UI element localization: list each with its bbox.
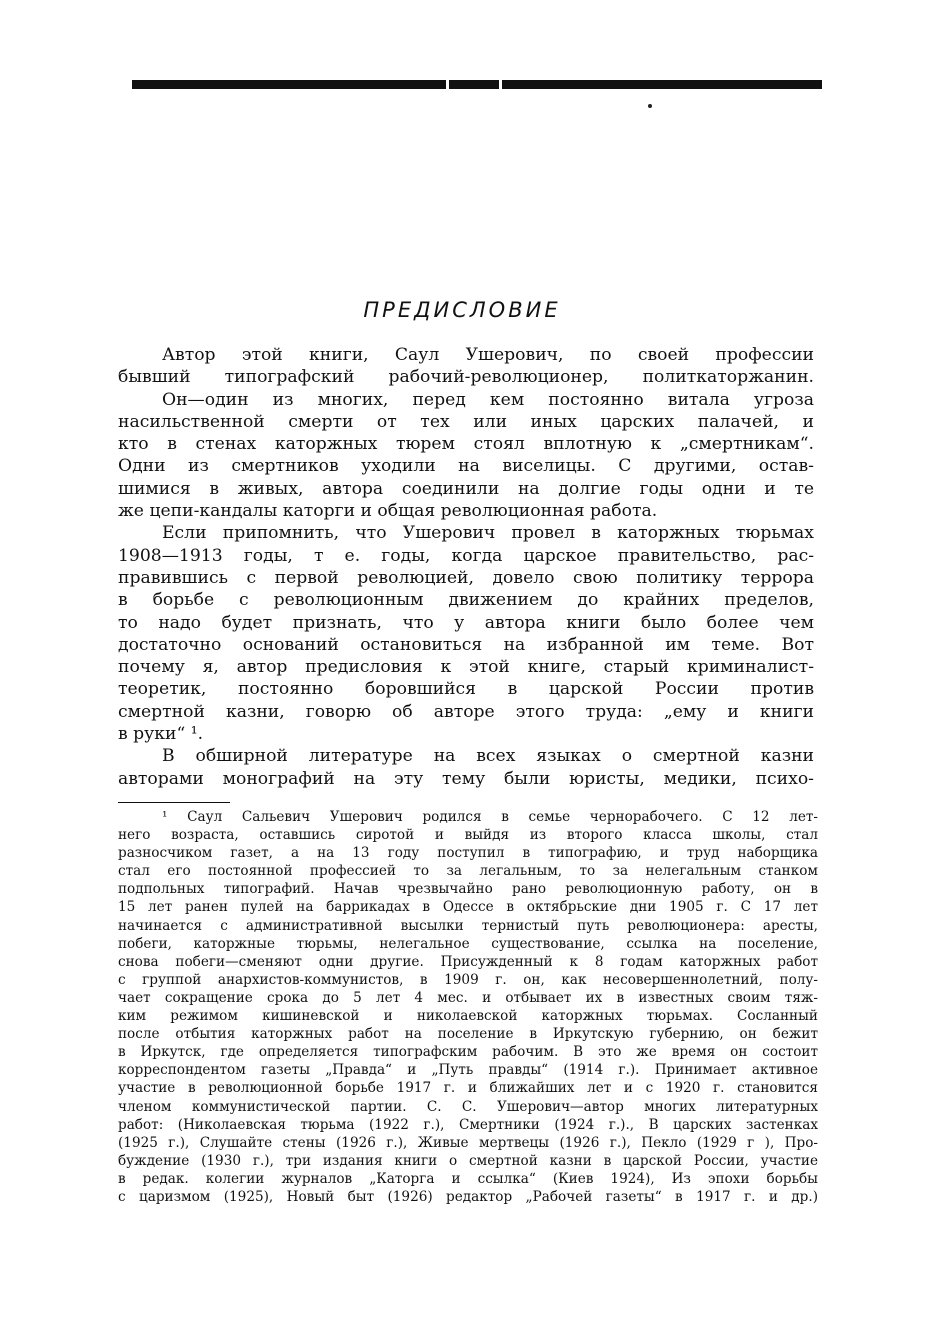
rule-gap <box>499 80 502 89</box>
footnote-line: корреспондентом газеты „Правда“ и „Путь правды“ (1914 г.). Принимает активное <box>118 1062 818 1079</box>
footnote-line: разносчиком газет, а на 13 году поступил в типографию, и труд наборщика <box>118 845 818 862</box>
text-line: В обширной литературе на всех языках о смертной казни <box>162 746 814 767</box>
text-line: насильственной смерти от тех или иных царских палачей, и <box>118 411 814 432</box>
rule-gap <box>446 80 449 89</box>
footnote-line: ким режимом кишиневской и николаевской каторжных тюрьмах. Сосланный <box>118 1008 818 1025</box>
print-speck <box>648 104 652 108</box>
text-line: смертной казни, говорю об авторе этого труда: „ему и книги <box>118 701 814 722</box>
top-decorative-rule <box>132 80 822 89</box>
footnote-line: после отбытия каторжных работ на поселение в Иркутскую губернию, он бежит <box>118 1026 818 1043</box>
footnote-line: членом коммунистической партии. С. С. Ушерович—автор многих литературных <box>118 1098 818 1115</box>
text-line: теоретик, постоянно боровшийся в царской России против <box>118 679 814 700</box>
text-line: 1908—1913 годы, т е. годы, когда царское правительство, рас- <box>118 545 814 566</box>
text-line: же цепи-кандалы каторги и общая революционная работа. <box>118 501 658 522</box>
footnote-line: (1925 г.), Слушайте стены (1926 г.), Живые мертвецы (1926 г.), Пекло (1929 г ), Про- <box>118 1134 818 1151</box>
text-line: то надо будет признать, что у автора книги было более чем <box>118 612 814 633</box>
footnote-line: него возраста, оставшись сиротой и выйдя из второго класса школы, стал <box>118 827 818 844</box>
footnote-line: работ: (Николаевская тюрьма (1922 г.), Смертники (1924 г.)., В царских застенках <box>118 1116 818 1133</box>
text-line: в руки“ ¹. <box>118 724 204 745</box>
text-line: Если припомнить, что Ушерович провел в каторжных тюрьмах <box>162 523 814 544</box>
footnote-line: в Иркутск, где определяется типографским рабочим. В это же время он состоит <box>118 1044 818 1061</box>
footnote-line: с группой анархистов-коммунистов, в 1909 г. он, как несовершеннолетний, полу- <box>118 971 818 988</box>
footnote-line: побеги, каторжные тюрьмы, нелегальное существование, ссылка на поселение, <box>118 935 818 952</box>
footnote-line: подпольных типографий. Начав чрезвычайно рано революционную работу, он в <box>118 881 818 898</box>
page-title: ПРЕДИСЛОВИЕ <box>363 298 561 322</box>
footnote-line: стал его постоянной профессией то за легальным, то за нелегальным станком <box>118 863 818 880</box>
main-text <box>118 344 814 790</box>
footnote-line: ¹ Саул Сальевич Ушерович родился в семье чернорабочего. С 12 лет- <box>162 809 818 825</box>
footnote-line: 15 лет ранен пулей на баррикадах в Одессе в октябрьские дни 1905 г. С 17 лет <box>118 899 818 916</box>
text-line: кто в стенах каторжных тюрем стоял вплотную к „смертникам“. <box>118 434 814 455</box>
footnote-text <box>118 808 818 1206</box>
text-line: правившись с первой революцией, довело свою политику террора <box>118 567 814 588</box>
text-line: Одни из смертников уходили на виселицы. С другими, остав- <box>118 456 814 477</box>
footnote-line: буждение (1930 г.), три издания книги о смертной казни в царской России, участие <box>118 1152 818 1169</box>
footnote-line: с царизмом (1925), Новый быт (1926) редактор „Рабочей газеты“ в 1917 г. и др.) <box>118 1188 818 1205</box>
text-line: достаточно оснований остановиться на избранной им теме. Вот <box>118 634 814 655</box>
text-line: Автор этой книги, Саул Ушерович, по своей профессии <box>162 345 814 365</box>
text-line: шимися в живых, автора соединили на долгие годы одни и те <box>118 478 814 499</box>
text-line: в борьбе с революционным движением до крайних пределов, <box>118 590 814 611</box>
text-line: Он—один из многих, перед кем постоянно витала угроза <box>162 389 814 410</box>
footnote-line: участие в революционной борьбе 1917 г. и ближайших лет и с 1920 г. становится <box>118 1080 818 1097</box>
footnote-divider <box>118 802 230 803</box>
text-line: авторами монографий на эту тему были юристы, медики, психо- <box>118 768 814 789</box>
footnote-line: начинается с административной высылки тернистый путь революционера: аресты, <box>118 917 818 934</box>
text-line: почему я, автор предисловия к этой книге, старый криминалист- <box>118 657 814 678</box>
footnote-line: чает сокращение срока до 5 лет 4 мес. и отбывает их в известных своим тяж- <box>118 989 818 1006</box>
footnote-line: снова побеги—сменяют одни другие. Присужденный к 8 годам каторжных работ <box>118 953 818 970</box>
text-line: бывший типографский рабочий-революционер, политкаторжанин. <box>118 367 814 388</box>
footnote-line: в редак. колегии журналов „Каторга и ссылка“ (Киев 1924), Из эпохи борьбы <box>118 1170 818 1187</box>
